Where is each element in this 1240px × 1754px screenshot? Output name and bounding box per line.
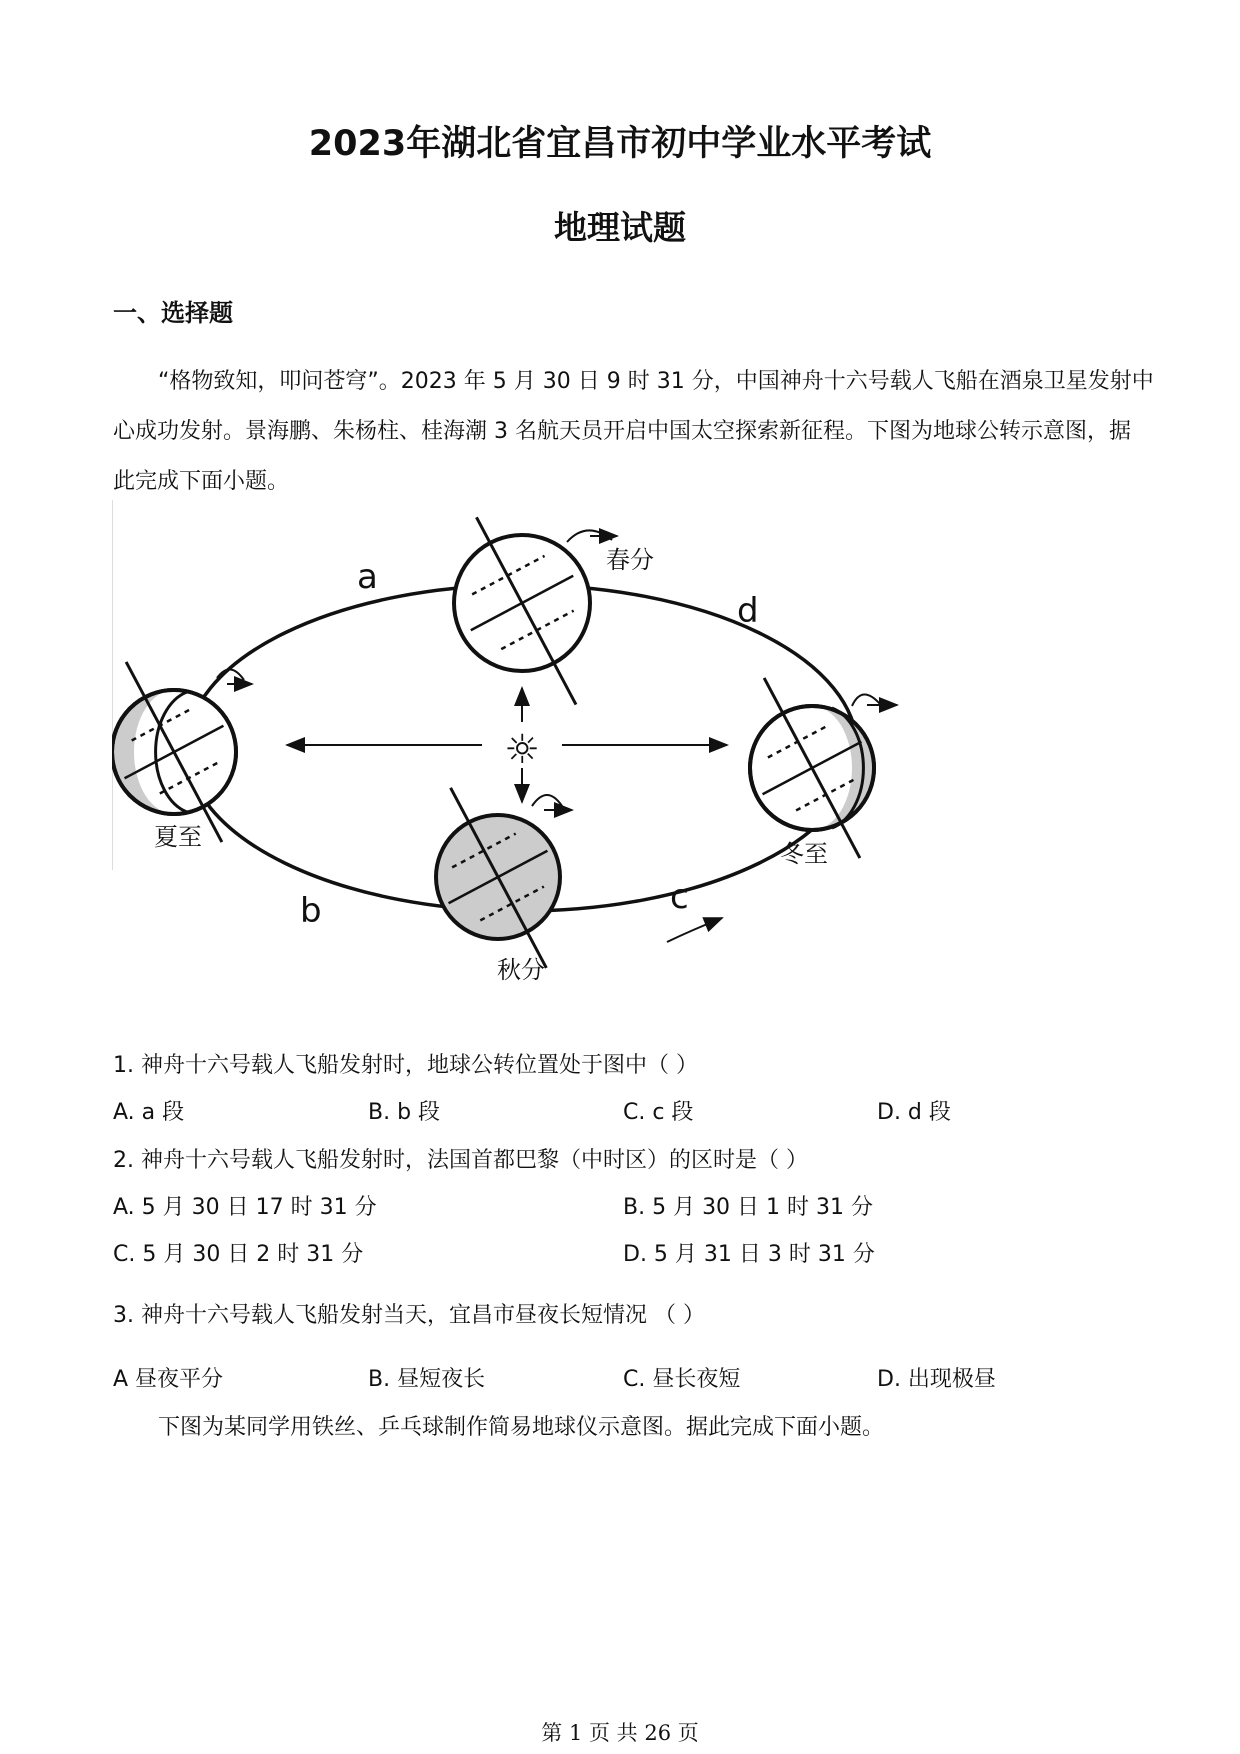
- page-number: 第 1 页 共 26 页: [541, 1721, 699, 1745]
- next-passage-intro: 下图为某同学用铁丝、乒乓球制作简易地球仪示意图。据此完成下面小题。: [158, 1415, 885, 1440]
- label-autumn-equinox: 秋分: [497, 956, 545, 984]
- label-summer-solstice: 夏至: [154, 823, 202, 851]
- question-1-option-c: C. c 段: [623, 1100, 694, 1125]
- earth-revolution-diagram: [112, 500, 912, 1000]
- intro-line-2: 心成功发射。景海鹏、朱杨柱、桂海潮 3 名航天员开启中国太空探索新征程。下图为地球公转示意图，据: [113, 419, 1131, 444]
- question-1-option-b: B. b 段: [368, 1100, 441, 1125]
- question-3-option-b: B. 昼短夜长: [368, 1367, 486, 1392]
- earth-spring-equinox: [425, 500, 627, 732]
- sun-symbol: ☼: [504, 727, 540, 773]
- segment-label-d: d: [737, 591, 759, 631]
- intro-line-3: 此完成下面小题。: [113, 469, 290, 494]
- intro-line-1: “格物致知，叩问苍穹”。2023 年 5 月 30 日 9 时 31 分，中国神舟十六号载人飞船在酒泉卫星发射中: [158, 369, 1154, 394]
- question-2-option-a: A. 5 月 30 日 17 时 31 分: [113, 1195, 377, 1220]
- label-spring-equinox: 春分: [606, 546, 654, 574]
- question-1-option-d: D. d 段: [877, 1100, 951, 1125]
- question-2-option-c: C. 5 月 30 日 2 时 31 分: [113, 1242, 364, 1267]
- label-winter-solstice: 冬至: [780, 840, 828, 868]
- section-heading: 一、选择题: [113, 299, 233, 327]
- question-1-option-a: A. a 段: [113, 1100, 185, 1125]
- segment-label-b: b: [300, 891, 322, 931]
- question-3-option-a: A 昼夜平分: [113, 1367, 224, 1392]
- question-3-stem: 3. 神舟十六号载人飞船发射当天，宜昌市昼夜长短情况 （ ）: [113, 1303, 705, 1328]
- question-2-option-b: B. 5 月 30 日 1 时 31 分: [623, 1195, 874, 1220]
- question-2-option-d: D. 5 月 31 日 3 时 31 分: [623, 1242, 875, 1267]
- page-title: 2023年湖北省宜昌市初中学业水平考试: [308, 124, 932, 164]
- question-1-stem: 1. 神舟十六号载人飞船发射时，地球公转位置处于图中（ ）: [113, 1053, 698, 1078]
- question-3-option-d: D. 出现极昼: [877, 1367, 996, 1392]
- segment-label-a: a: [357, 557, 378, 597]
- segment-label-c: c: [670, 877, 689, 917]
- question-3-option-c: C. 昼长夜短: [623, 1367, 741, 1392]
- page-subtitle: 地理试题: [554, 208, 686, 247]
- question-2-stem: 2. 神舟十六号载人飞船发射时，法国首都巴黎（中时区）的区时是（ ）: [113, 1148, 808, 1173]
